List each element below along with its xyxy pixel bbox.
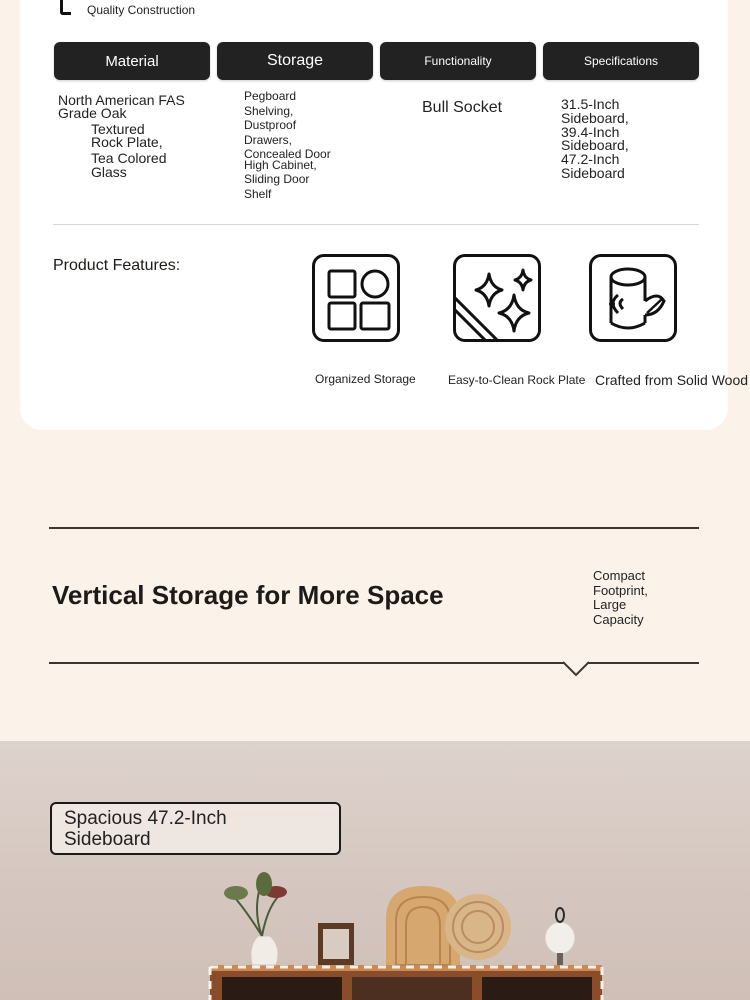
product-photo bbox=[0, 741, 750, 1000]
tab-storage[interactable] bbox=[217, 42, 373, 80]
grid-storage-icon bbox=[312, 254, 400, 342]
specifications-text bbox=[561, 98, 629, 181]
feature-label-rock-plate: Easy-to-Clean Rock Plate bbox=[448, 373, 586, 387]
spec-line: 39.4-Inch bbox=[561, 123, 620, 140]
storage-line: Dustproof bbox=[244, 118, 297, 132]
product-features-title: Product Features: bbox=[53, 257, 181, 274]
material-line: North American FAS bbox=[58, 92, 185, 108]
sideboard-illustration bbox=[0, 741, 750, 1000]
functionality-text bbox=[422, 100, 502, 116]
card-divider bbox=[53, 224, 699, 225]
spec-line: Sideboard, bbox=[561, 137, 629, 154]
spec-line: 31.5-Inch bbox=[561, 96, 620, 112]
section-bottom-rule bbox=[49, 662, 699, 664]
storage-line: Shelf bbox=[244, 186, 272, 201]
side-line: Capacity bbox=[593, 611, 644, 627]
section-heading: Vertical Storage for More Space bbox=[52, 580, 444, 610]
material-line: Grade Oak bbox=[58, 105, 127, 121]
bracket-icon bbox=[60, 0, 71, 15]
tab-functionality-label: Functionality bbox=[424, 54, 492, 68]
storage-line: Sliding Door bbox=[244, 172, 310, 186]
material-line: Rock Plate, bbox=[91, 134, 163, 150]
spec-line: Sideboard, bbox=[561, 109, 629, 126]
functionality-line: Bull Socket bbox=[422, 99, 503, 116]
tab-functionality[interactable] bbox=[380, 42, 536, 80]
feature-label-organized-storage: Organized Storage bbox=[315, 372, 416, 386]
material-line: Textured bbox=[91, 121, 145, 137]
storage-line: High Cabinet, bbox=[244, 157, 317, 172]
storage-line: Concealed Door bbox=[244, 147, 331, 161]
material-line: Tea Colored bbox=[91, 150, 167, 166]
material-text bbox=[58, 94, 185, 179]
storage-text bbox=[244, 89, 331, 201]
photo-label-line: Spacious 47.2-Inch bbox=[64, 808, 227, 829]
spec-line: 47.2-Inch bbox=[561, 151, 620, 168]
storage-line: Shelving, bbox=[244, 103, 294, 118]
section-side-text bbox=[593, 569, 648, 627]
spec-line: Sideboard bbox=[561, 164, 625, 181]
sparkle-icon bbox=[453, 254, 541, 342]
top-caption-text: Quality Construction bbox=[87, 3, 196, 17]
material-line: Glass bbox=[91, 164, 127, 180]
chevron-down-icon bbox=[563, 660, 589, 678]
side-line: Large bbox=[593, 597, 627, 612]
side-line: Footprint, bbox=[593, 582, 648, 598]
section-top-rule bbox=[49, 527, 699, 529]
tab-material-label: Material bbox=[105, 52, 159, 70]
sideboard-size-label bbox=[50, 802, 341, 855]
feature-label-solid-wood: Crafted from Solid Wood bbox=[595, 372, 749, 388]
wood-log-icon bbox=[589, 254, 677, 342]
storage-line: Pegboard bbox=[244, 89, 297, 103]
photo-label-line: Sideboard bbox=[64, 829, 151, 850]
tab-specifications[interactable] bbox=[543, 42, 699, 80]
tab-material[interactable] bbox=[54, 42, 210, 80]
side-line: Compact bbox=[593, 568, 646, 583]
tab-storage-label: Storage bbox=[266, 52, 324, 69]
storage-line: Drawers, bbox=[244, 132, 293, 147]
tab-specifications-label: Specifications bbox=[583, 54, 659, 68]
